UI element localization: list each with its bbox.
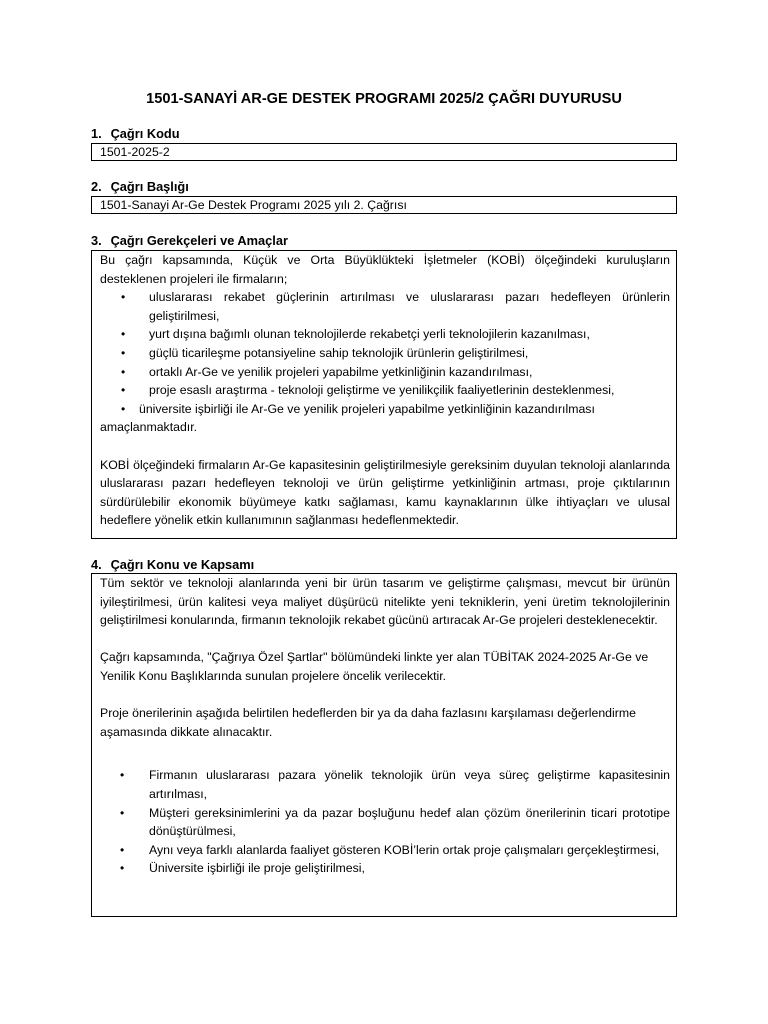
bullet-icon: • [121,345,126,360]
section-3-title: Çağrı Gerekçeleri ve Amaçlar [110,233,288,248]
list-item: • Firmanın uluslararası pazara yönelik teknolojik ürün veya süreç geliştirme kapasitesinin artırılması, [120,768,670,801]
scope-bullet-list [100,766,670,878]
list-item: • ortaklı Ar-Ge ve yenilik projeleri yapabilme yetkinliğinin kazandırılması, [92,363,670,382]
list-item: • yurt dışına bağımlı olunan teknolojilerde rekabetçi yerli teknolojilerin kazanılması, [92,325,670,344]
call-code-box [91,143,677,161]
section-2-title: Çağrı Başlığı [110,179,189,194]
list-item: • Üniversite işbirliği ile proje geliştirilmesi, [92,859,670,878]
bullet-icon: • [120,805,125,820]
bullet-icon: • [121,401,126,416]
section-1-title: Çağrı Kodu [110,126,180,141]
list-item: • uluslararası rekabet güçlerinin artırılması ve uluslararası pazarı hedefleyen ürünlerin geliştirilmesi, [121,290,670,323]
rationale-bullet-list [100,288,670,418]
rationale-closing: KOBİ ölçeğindeki firmaların Ar-Ge kapasitesinin geliştirilmesiyle gereksinim duyulan teknoloji alanlarında uluslararası pazarı hedefleyen teknoloji ve ürün geliştirme yetkinliğinin artması, proje çıktılarının sürdürülebilir ekonomik büyümeye katkı sağlaması, kamu kaynaklarının ülke ihtiyaçları ve ulusal hedeflere yönelik etkin kullanımının sağlanması hedeflenmektedir. [100,457,670,528]
section-4-heading [91,557,254,573]
section-1-heading [91,126,180,142]
scope-paragraph-1: Tüm sektör ve teknoloji alanlarında yeni bir ürün tasarım ve geliştirme çalışması, mevcut bir ürünün iyileştirilmesi, ürün kalitesi veya maliyet düşürücü nitelikte yeni tekniklerin, yeni üretim teknolojilerinin geliştirilmesi konularında, firmanın teknolojik rekabet gücünü artıracak Ar-Ge projeleri desteklenecektir. [100,576,670,628]
document-title: 1501-SANAYİ AR-GE DESTEK PROGRAMI 2025/2 ÇAĞRI DUYURUSU [146,91,622,107]
list-item: • Aynı veya farklı alanlarda faaliyet gösteren KOBİ’lerin ortak proje çalışmaları gerçekleştirmesi, [92,841,670,860]
list-item: • proje esaslı araştırma - teknoloji geliştirme ve yenilikçilik faaliyetlerinin desteklenmesi, [92,381,670,400]
call-title-value: 1501-Sanayi Ar-Ge Destek Programı 2025 yılı 2. Çağrısı [100,198,407,212]
section-1-number: 1. [91,126,102,141]
rationale-tail: amaçlanmaktadır. [100,420,198,435]
scope-box [91,573,677,917]
bullet-icon: • [120,768,125,783]
section-2-heading [91,179,189,195]
section-3-heading [91,233,288,249]
bullet-icon: • [121,383,126,398]
bullet-icon: • [121,327,126,342]
scope-paragraph-3: Proje önerilerinin aşağıda belirtilen hedeflerden bir ya da daha fazlasını karşılaması değerlendirme aşamasında dikkate alınacaktır. [100,706,636,739]
rationale-intro: Bu çağrı kapsamında, Küçük ve Orta Büyüklükteki İşletmeler (KOBİ) ölçeğindeki kuruluşların desteklenen projeleri ile firmaların; [100,253,670,286]
scope-paragraph-2: Çağrı kapsamında, "Çağrıya Özel Şartlar" bölümündeki linkte yer alan TÜBİTAK 2024-2025 Ar-Ge ve Yenilik Konu Başlıklarında sunulan projelere öncelik verilecektir. [100,650,649,683]
rationale-box [91,250,677,539]
bullet-icon: • [121,290,126,305]
bullet-icon: • [120,842,125,857]
section-3-number: 3. [91,233,102,248]
section-2-number: 2. [91,179,102,194]
call-code-value: 1501-2025-2 [100,145,170,159]
section-4-title: Çağrı Konu ve Kapsamı [110,557,255,572]
section-4-number: 4. [91,557,102,572]
bullet-icon: • [121,364,126,379]
call-title-box [91,196,677,214]
bullet-icon: • [120,861,125,876]
list-item: • Müşteri gereksinimlerini ya da pazar boşluğunu hedef alan çözüm önerilerinin ticari prototipe dönüştürülmesi, [120,805,670,839]
list-item: • güçlü ticarileşme potansiyeline sahip teknolojik ürünlerin geliştirilmesi, [92,344,670,363]
list-item: • üniversite işbirliği ile Ar-Ge ve yenilik projeleri yapabilme yetkinliğinin kazandırılması [92,400,670,419]
